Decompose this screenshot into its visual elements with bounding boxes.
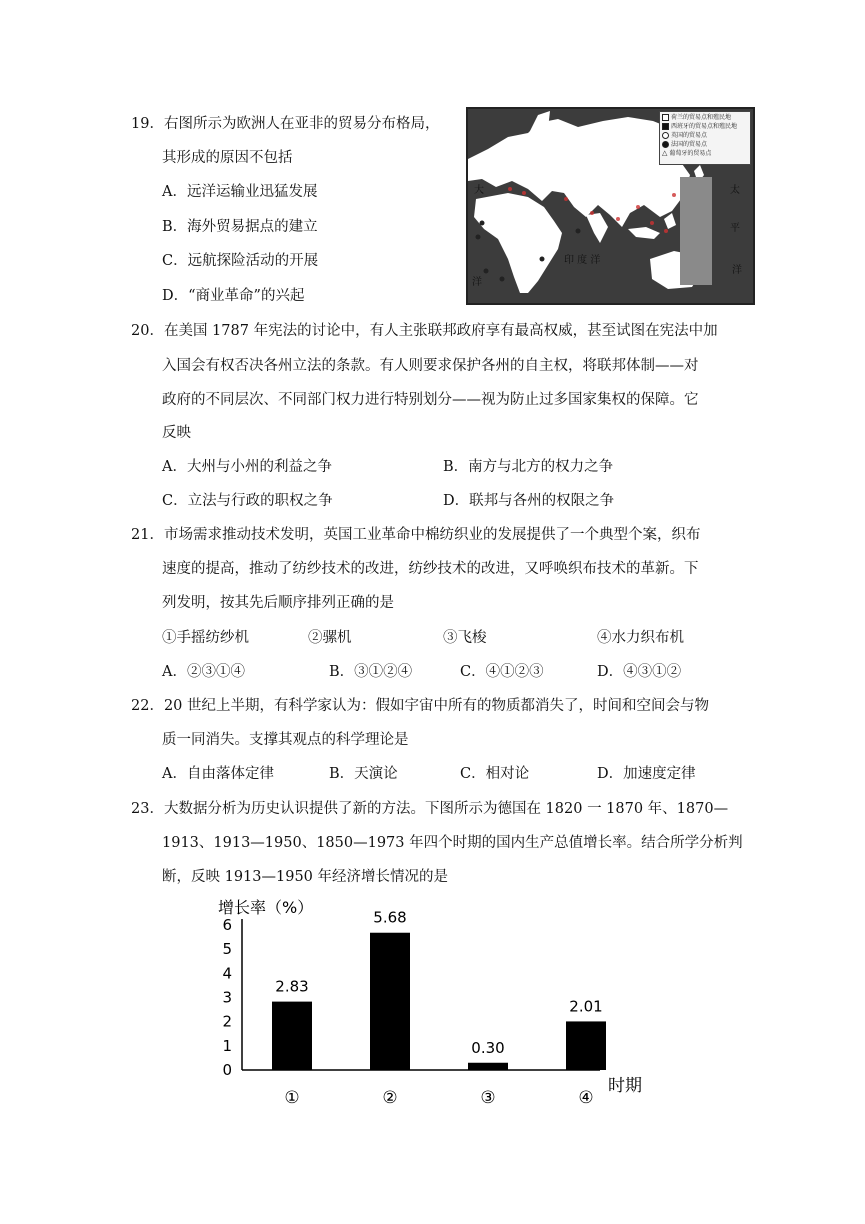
map-label-pacific-3: 洋 xyxy=(732,265,742,276)
legend-circle-filled-icon xyxy=(662,141,669,148)
q19-option-b: B．海外贸易据点的建立 xyxy=(162,219,318,235)
q20-line-3: 政府的不同层次、不同部门权力进行特别划分——视为防止过多国家集权的保障。它 xyxy=(162,392,699,408)
legend-british: 英国的贸易点 xyxy=(671,132,708,139)
q20-line-2: 入国会有权否决各州立法的条款。有人则要求保护各州的自主权，将联邦体制——对 xyxy=(162,358,699,374)
q21-item-2: ②骡机 xyxy=(308,630,352,646)
legend-square-empty-icon xyxy=(662,114,669,121)
q23-line-2: 1913、1913—1950、1850—1973 年四个时期的国内生产总值增长率。结合所学分析判 xyxy=(162,835,743,851)
q20-line-4: 反映 xyxy=(162,425,191,441)
bar-value-label: 5.68 xyxy=(373,908,407,927)
q19-stem-line-2: 其形成的原因不包括 xyxy=(162,150,293,166)
y-tick-label: 5 xyxy=(222,940,232,959)
sea-islands xyxy=(628,227,660,239)
q20-line-1: 20．在美国 1787 年宪法的讨论中，有人主张联邦政府享有最高权威，甚至试图在宪法中加 xyxy=(131,323,718,339)
q21-option-a: A．②③①④ xyxy=(162,664,245,680)
x-axis-title: 时期 xyxy=(608,1076,642,1096)
y-tick-label: 6 xyxy=(222,916,232,934)
q19-stem-line-1: 19．右图所示为欧洲人在亚非的贸易分布格局， xyxy=(131,116,440,132)
q21-item-1: ①手摇纺纱机 xyxy=(162,630,249,646)
map-label-atlantic-2: 洋 xyxy=(472,277,482,288)
q20-option-c: C．立法与行政的职权之争 xyxy=(162,493,333,509)
q21-item-4: ④水力织布机 xyxy=(597,630,684,646)
q21-line-1: 21．市场需求推动技术发明，英国工业革命中棉纺织业的发展提供了一个典型个案，织布 xyxy=(131,527,701,543)
map-label-pacific-2: 平 xyxy=(730,223,740,234)
q19-option-d: D．“商业革命”的兴起 xyxy=(162,288,305,304)
sea-islands-2 xyxy=(664,213,676,229)
y-tick-label: 4 xyxy=(222,964,232,983)
bar xyxy=(566,1021,606,1070)
bar-value-label: 0.30 xyxy=(471,1038,505,1057)
q21-option-d: D．④③①② xyxy=(597,664,682,680)
q22-line-2: 质一同消失。支撑其观点的科学理论是 xyxy=(162,732,409,748)
x-category-label: ④ xyxy=(578,1088,594,1108)
y-axis-title: 增长率（%） xyxy=(218,898,314,917)
legend-spanish: 西班牙的贸易点和殖民地 xyxy=(671,123,738,130)
trade-map xyxy=(466,107,755,305)
map-legend xyxy=(659,111,751,165)
q20-option-a: A．大州与小州的利益之争 xyxy=(162,459,332,475)
legend-french: 法国的贸易点 xyxy=(671,141,708,148)
q22-option-a: A．自由落体定律 xyxy=(162,766,274,782)
q19-option-a: A．远洋运输业迅猛发展 xyxy=(162,184,318,200)
legend-portuguese: 葡萄牙的贸易点 xyxy=(669,150,712,157)
q22-line-1: 22．20 世纪上半期，有科学家认为：假如宇宙中所有的物质都消失了，时间和空间会与物 xyxy=(131,698,710,714)
bar-value-label: 2.01 xyxy=(569,997,603,1016)
q19-option-c: C．远航探险活动的开展 xyxy=(162,253,319,269)
legend-triangle-icon: △ xyxy=(662,149,668,157)
x-category-label: ① xyxy=(284,1088,300,1108)
bar xyxy=(370,933,410,1070)
q20-option-b: B．南方与北方的权力之争 xyxy=(443,459,614,475)
y-tick-label: 0 xyxy=(222,1061,232,1079)
q21-line-2: 速度的提高，推动了纺纱技术的改进，纺纱技术的改进，又呼唤织布技术的革新。下 xyxy=(162,561,699,577)
y-tick-label: 3 xyxy=(222,988,232,1007)
legend-dutch: 荷兰的贸易点和殖民地 xyxy=(671,114,732,121)
q22-option-b: B．天演论 xyxy=(329,766,398,782)
q20-option-d: D．联邦与各州的权限之争 xyxy=(443,493,615,509)
x-category-label: ③ xyxy=(480,1088,496,1108)
legend-circle-empty-icon xyxy=(662,132,669,139)
q21-option-b: B．③①②④ xyxy=(329,664,413,680)
map-label-atlantic-1: 大 xyxy=(474,185,484,196)
q21-item-3: ③飞梭 xyxy=(443,630,487,646)
y-tick-label: 1 xyxy=(222,1036,232,1055)
y-tick-label: 2 xyxy=(222,1012,232,1031)
x-category-label: ② xyxy=(382,1088,398,1108)
pacific-trade-area xyxy=(680,177,712,285)
map-label-indian-ocean: 印 度 洋 xyxy=(564,255,601,266)
q23-line-3: 断，反映 1913—1950 年经济增长情况的是 xyxy=(162,869,449,885)
legend-square-filled-icon xyxy=(662,123,669,130)
africa-landmass xyxy=(474,193,562,293)
q21-line-3: 列发明，按其先后顺序排列正确的是 xyxy=(162,595,394,611)
q22-option-c: C．相对论 xyxy=(460,766,530,782)
bar xyxy=(468,1063,508,1070)
bar xyxy=(272,1002,312,1070)
growth-rate-bar-chart xyxy=(200,895,680,1125)
india-landmass xyxy=(586,213,608,243)
q21-option-c: C．④①②③ xyxy=(460,664,544,680)
q23-line-1: 23．大数据分析为历史认识提供了新的方法。下图所示为德国在 1820 一 1870 年、1870— xyxy=(131,801,729,817)
map-label-pacific-1: 太 xyxy=(730,185,740,196)
q22-option-d: D．加速度定律 xyxy=(597,766,696,782)
bar-value-label: 2.83 xyxy=(275,977,309,996)
